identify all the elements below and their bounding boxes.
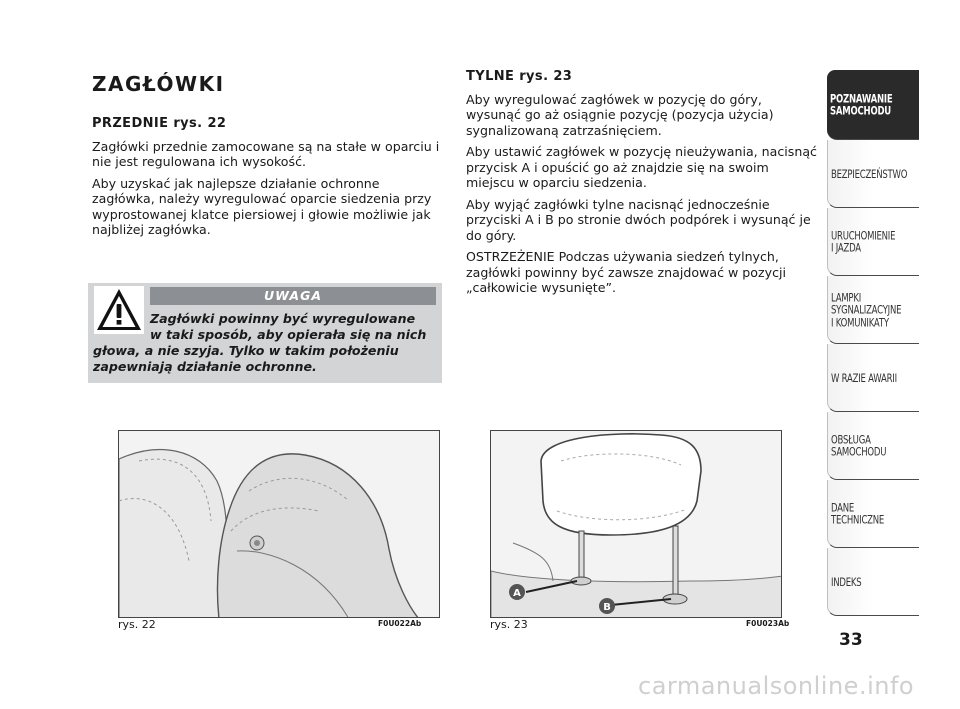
rear-paragraph-2: Aby ustawić zagłówek w pozycję nieużywania, nacisnąć przycisk A i opuścić go aż znajdzie się na swoim miejscu w oparciu siedzenia. (466, 144, 817, 190)
warning-line: zapewniają działanie ochronne. (93, 359, 317, 374)
tab-label: DANE TECHNICZNE (831, 500, 885, 527)
figure-22-front-headrest (118, 430, 440, 618)
page-heading: ZAGŁÓWKI (92, 72, 225, 96)
tab-label: INDEKS (831, 574, 862, 589)
tab-label: LAMPKI SYGNALIZACYJNE I KOMUNIKATY (831, 289, 902, 329)
label-a: A (513, 588, 521, 599)
chapter-tabs (827, 70, 919, 616)
tab-dane-techniczne[interactable] (827, 480, 919, 548)
figure-23-caption: rys. 23 (490, 618, 528, 631)
figure-22-code: F0U022Ab (378, 619, 422, 628)
rear-section (466, 69, 818, 302)
figure-23-rear-headrest (490, 430, 782, 618)
watermark: carmanualsonline.info (638, 672, 915, 700)
tab-obsluga-samochodu[interactable] (827, 412, 919, 480)
tab-poznawanie-samochodu[interactable] (827, 70, 919, 140)
figure-23-code: F0U023Ab (746, 619, 790, 628)
rear-paragraph-3: Aby wyjąć zagłówki tylne nacisnąć jednocześnie przyciski A i B po stronie dwóch podpórek i wysunąć je do góry. (466, 196, 811, 243)
front-paragraph-1: Zagłówki przednie zamocowane są na stałe w oparciu i nie jest regulowana ich wysokość. (92, 138, 440, 169)
page-number: 33 (839, 630, 863, 650)
tab-label: POZNAWANIE SAMOCHODU (830, 91, 893, 118)
tab-label: BEZPIECZEŃSTWO (831, 166, 908, 181)
tab-w-razie-awarii[interactable] (827, 344, 919, 412)
warning-line: Zagłówki powinny być wyregulowane (150, 311, 416, 326)
tab-label: OBSŁUGA SAMOCHODU (831, 432, 887, 459)
warning-line: w taki sposób, aby opierała się na nich (150, 327, 427, 342)
tab-label: W RAZIE AWARII (831, 370, 897, 385)
front-section (92, 116, 442, 244)
tab-indeks[interactable] (827, 548, 919, 616)
figure-22-caption: rys. 22 (118, 618, 156, 631)
warning-box (88, 283, 442, 383)
tab-bezpieczenstwo[interactable] (827, 140, 919, 208)
tab-label: URUCHOMIENIE I JAZDA (831, 228, 896, 255)
label-b: B (603, 602, 611, 613)
warning-line: głowa, a nie szyja. Tylko w takim położeniu (93, 343, 399, 358)
rear-title: TYLNE rys. 23 (466, 69, 573, 84)
rear-paragraph-4: OSTRZEŻENIE Podczas używania siedzeń tylnych, zagłówki powinny być zawsze znajdować w pozycji „całkowicie wysunięte”. (466, 249, 786, 295)
rear-paragraph-1: Aby wyregulować zagłówek w pozycję do góry, wysunąć go aż osiągnie pozycję (pozycja użycia) sygnalizowaną zatrzaśnięciem. (466, 91, 774, 138)
front-title: PRZEDNIE rys. 22 (92, 116, 227, 131)
tab-uruchomienie-i-jazda[interactable] (827, 208, 919, 276)
front-paragraph-2: Aby uzyskać jak najlepsze działanie ochronne zagłówka, należy wyregulować oparcie siedzenia przy wyprostowanej klatce piersiowej i głowie możliwie jak najbliżej zagłówka. (92, 175, 432, 237)
warning-badge: UWAGA (150, 287, 436, 305)
warning-text (93, 311, 438, 375)
tab-lampki-sygnalizacyjne[interactable] (827, 276, 919, 344)
